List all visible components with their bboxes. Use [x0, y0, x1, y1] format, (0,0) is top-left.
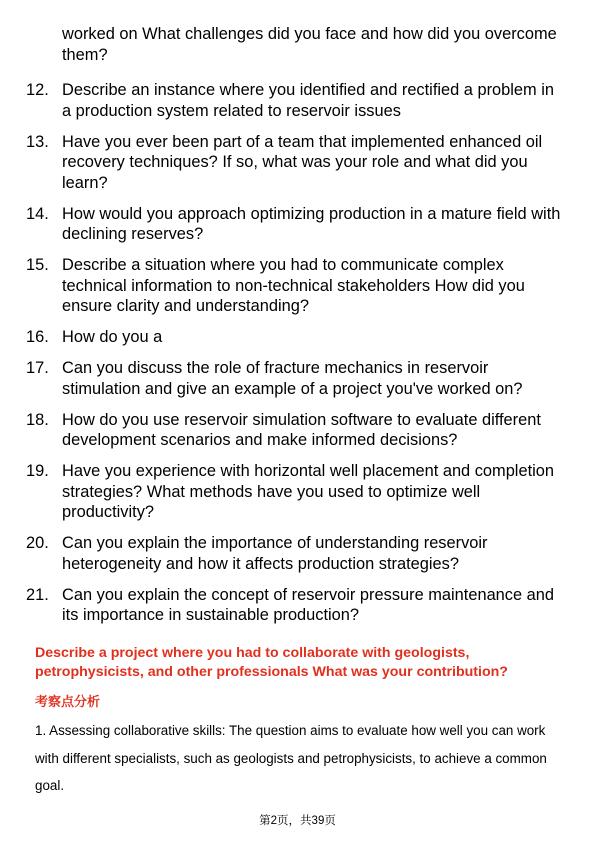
question-number: 12. — [26, 81, 49, 99]
page-footer: 第2页，共39页 — [259, 815, 336, 827]
question-text: How do you a — [62, 328, 163, 346]
continued-question-text: worked on What challenges did you face and how did you overcome them? — [62, 25, 557, 64]
question-number: 16. — [26, 328, 49, 346]
section-question-heading: Describe a project where you had to collaborate with geologists, petrophysicists, and other professionals What was your contribution? — [35, 645, 508, 680]
question-number: 14. — [26, 204, 49, 223]
question-number: 13. — [26, 132, 49, 151]
question-item — [0, 585, 595, 626]
question-text: Have you experience with horizontal well placement and completion strategies? What methods have you used to optimize well productivity? — [62, 462, 554, 521]
question-item — [0, 410, 595, 451]
question-item — [0, 255, 595, 317]
question-item — [0, 132, 595, 194]
question-item — [0, 327, 595, 348]
question-item — [0, 204, 595, 245]
question-number: 21. — [26, 585, 49, 604]
question-number: 20. — [26, 534, 49, 552]
question-item — [0, 461, 595, 523]
analysis-subheading: 考察点分析 — [35, 694, 101, 709]
question-number: 19. — [26, 462, 49, 480]
question-list — [0, 80, 595, 636]
question-text: Have you ever been part of a team that implemented enhanced oil recovery techniques? If so, what was your role and what did you learn? — [62, 132, 543, 192]
question-item — [0, 358, 595, 399]
question-text: Describe a situation where you had to communicate complex technical information to non-technical stakeholders How did you ensure clarity and understanding? — [62, 256, 525, 315]
question-text: How do you use reservoir simulation software to evaluate different development scenarios and make informed decisions? — [62, 410, 541, 449]
question-item — [0, 80, 595, 121]
question-text: Can you explain the importance of understanding reservoir heterogeneity and how it affects production strategies? — [62, 534, 488, 573]
question-text: Can you discuss the role of fracture mechanics in reservoir stimulation and give an example of a project you've worked on? — [62, 359, 523, 398]
question-number: 17. — [26, 359, 49, 377]
question-item — [0, 533, 595, 574]
question-text: How would you approach optimizing production in a mature field with declining reserves? — [62, 204, 561, 243]
question-text: Can you explain the concept of reservoir pressure maintenance and its importance in sustainable production? — [62, 585, 555, 624]
question-text: Describe an instance where you identified and rectified a problem in a production system related to reservoir issues — [62, 81, 554, 120]
analysis-point: 1. Assessing collaborative skills: The question aims to evaluate how well you can work with different specialists, such as geologists and petrophysicists, to achieve a common goal. — [35, 723, 547, 793]
question-number: 15. — [26, 256, 49, 274]
question-number: 18. — [26, 410, 49, 429]
analysis-section — [35, 644, 565, 800]
